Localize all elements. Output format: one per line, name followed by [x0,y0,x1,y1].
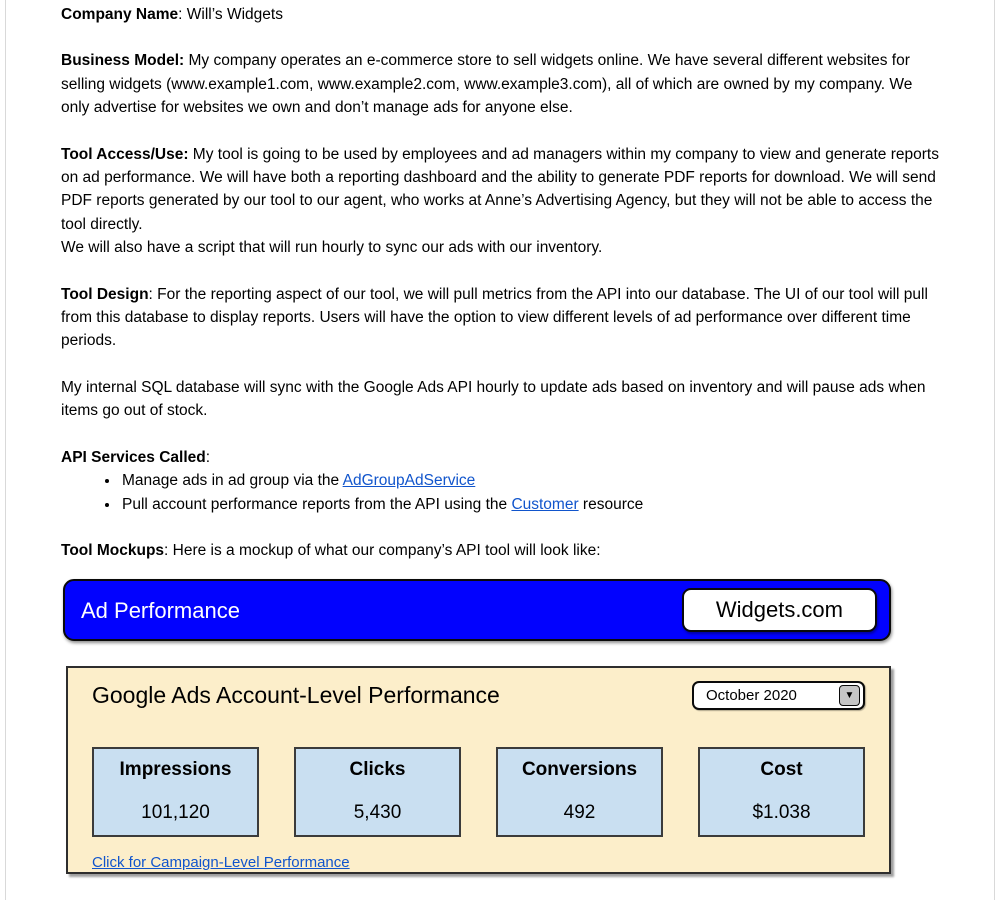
document-page [5,0,995,900]
widgets-com-button[interactable]: Widgets.com [682,588,877,632]
list-item [120,469,940,492]
business-model-label: Business Model: [61,52,185,70]
business-model-text: My company operates an e-commerce store to sell widgets online. We have several different websites for selling widgets (www.example1.com, www.example2.com, www.example3.com), all of which are owned by my company. We only advertise for websites we own and don’t manage ads for anyone else. [61,52,913,117]
adgroupadservice-link[interactable]: AdGroupAdService [342,472,476,490]
campaign-level-link[interactable]: Click for Campaign-Level Performance [92,854,350,872]
metric-label: Impressions [119,759,232,781]
metrics-row [92,747,865,837]
bullet2-post: resource [578,495,644,513]
paragraph-sql-sync [61,376,940,423]
paragraph-tool-mockups [61,539,940,562]
document-content [6,0,994,874]
section-api-services [61,446,940,516]
api-services-label: API Services Called [61,448,206,466]
metric-card-clicks [294,747,461,837]
tool-mockups-label: Tool Mockups [61,541,165,559]
tool-access-line2: We will also have a script that will run hourly to sync our ads with our inventory. [61,239,603,257]
metric-label: Clicks [349,759,406,781]
month-dropdown[interactable] [692,681,865,710]
metric-card-conversions [496,747,663,837]
company-name-label: Company Name [61,6,179,23]
bullet2-pre: Pull account performance reports from the API using the [122,495,512,513]
panel-header [92,681,865,710]
metric-value: 5,430 [353,801,402,823]
list-item [120,493,940,516]
banner-title: Ad Performance [81,597,240,623]
paragraph-tool-design [61,283,940,353]
api-services-list [61,469,940,516]
tool-mockups-text: : Here is a mockup of what our company’s API tool will look like: [164,541,601,559]
company-name-value: : Will’s Widgets [178,6,283,23]
paragraph-tool-access [61,143,940,260]
paragraph-business-model [61,49,940,119]
chevron-down-icon: ▼ [844,689,855,701]
metric-label: Cost [760,759,803,781]
metric-value: 101,120 [141,801,210,823]
mockup-banner [63,579,891,641]
metric-card-cost [698,747,865,837]
tool-access-label: Tool Access/Use: [61,145,189,163]
sql-sync-text: My internal SQL database will sync with the Google Ads API hourly to update ads based on inventory and will pause ads when items go out of stock. [61,378,926,420]
tool-design-label: Tool Design [61,285,149,303]
tool-access-text: My tool is going to be used by employees and ad managers within my company to view and generate reports on ad performance. We will have both a reporting dashboard and the ability to generate PDF reports for download. We will send PDF reports generated by our tool to our agent, who works at Anne’s Advertising Agency, but they will not be able to access the tool directly. [61,145,939,233]
dashboard-panel [66,666,891,874]
metric-card-impressions [92,747,259,837]
tool-design-text: : For the reporting aspect of our tool, we will pull metrics from the API into our database. The UI of our tool will pull from this database to display reports. Users will have the option to view different levels of ad performance over different time periods. [61,285,928,350]
metric-value: $1.038 [752,801,811,823]
metric-value: 492 [563,801,596,823]
api-services-heading [61,446,940,469]
panel-title: Google Ads Account-Level Performance [92,682,500,709]
dropdown-arrow-button[interactable] [839,685,860,706]
metric-label: Conversions [521,759,638,781]
api-services-colon: : [205,448,211,466]
bullet1-pre: Manage ads in ad group via the [122,472,343,490]
month-dropdown-value: October 2020 [706,687,797,705]
customer-link[interactable]: Customer [511,495,579,513]
paragraph-company-name [61,3,940,26]
